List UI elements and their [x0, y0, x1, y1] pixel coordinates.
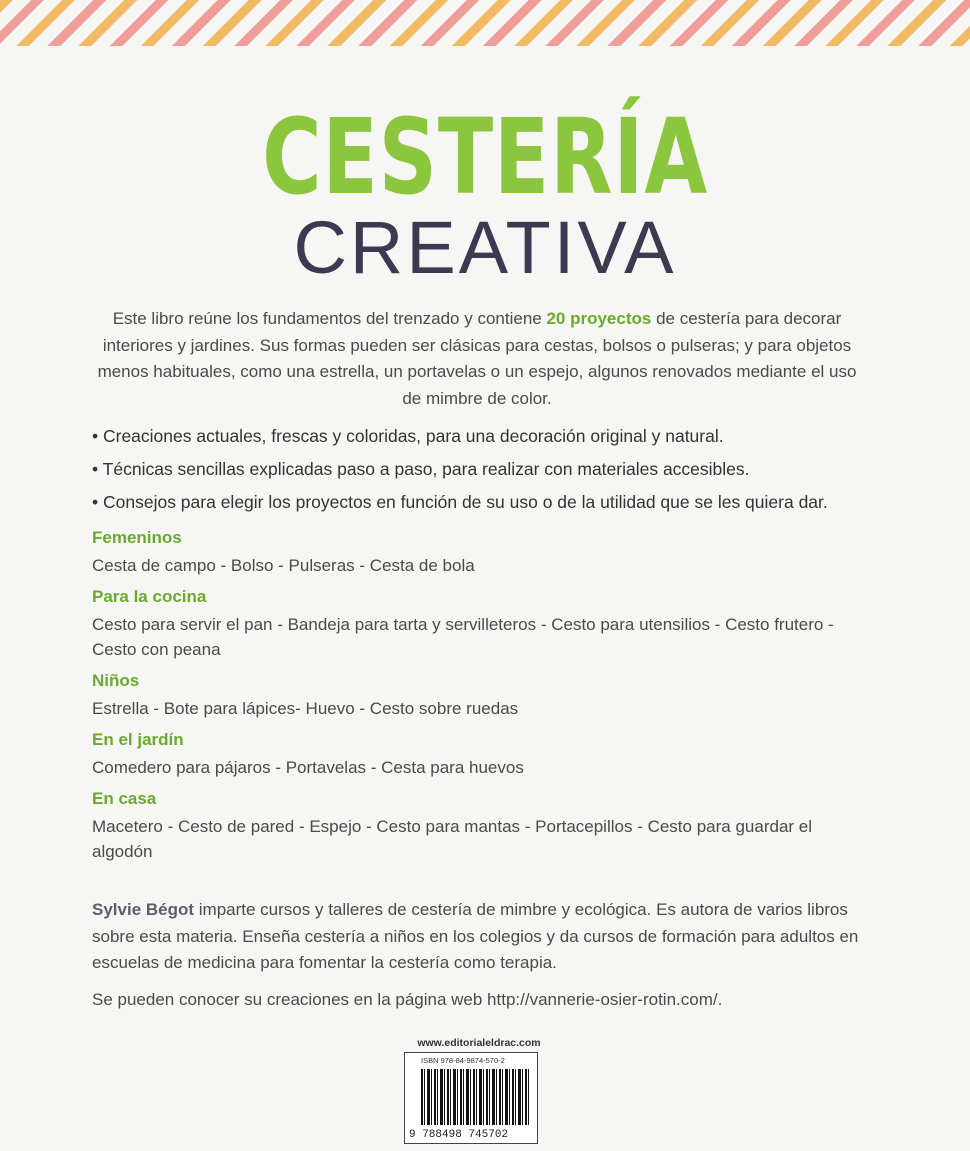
barcode: [404, 1052, 538, 1144]
feature-bullets: [92, 426, 892, 525]
bullet-item: • Consejos para elegir los proyectos en función de su uso o de la utilidad que se les quiera dar.: [92, 492, 828, 512]
book-subtitle: CREATIVA: [293, 206, 677, 289]
category-heading: Para la cocina: [92, 587, 207, 606]
publisher-website: www.editorialeldrac.com: [417, 1037, 541, 1049]
category-items: Comedero para pájaros - Portavelas - Cesta para huevos: [92, 758, 524, 777]
book-title: CESTERÍA: [262, 96, 708, 218]
author-web-line: Se pueden conocer su creaciones en la página web http://vannerie-osier-rotin.com/.: [92, 989, 723, 1009]
bullet-item: • Creaciones actuales, frescas y coloridas, para una decoración original y natural.: [92, 426, 724, 446]
category-heading: Femeninos: [92, 528, 182, 547]
author-paragraph: [92, 897, 882, 977]
category-heading: En casa: [92, 789, 157, 808]
category-jardin: [92, 729, 872, 780]
category-items: Cesta de campo - Bolso - Pulseras - Cesta de bola: [92, 556, 475, 575]
category-heading: Niños: [92, 671, 140, 690]
category-items: Estrella - Bote para lápices- Huevo - Cesto sobre ruedas: [92, 699, 519, 718]
decorative-stripe-band: [0, 0, 970, 46]
barcode-digits: 9 788498 745702: [409, 1129, 509, 1141]
intro-paragraph: [92, 306, 862, 412]
isbn-label: ISBN 978-84-9874-570-2: [421, 1056, 505, 1065]
category-femeninos: [92, 527, 872, 578]
author-name: Sylvie Bégot: [92, 900, 195, 919]
barcode-bars: [421, 1069, 531, 1125]
category-heading: En el jardín: [92, 730, 184, 749]
project-categories: [92, 527, 872, 864]
author-bio-text: imparte cursos y talleres de cestería de mimbre y ecológica. Es autora de varios libros sobre esta materia. Enseña cestería a niños en los colegios y da cursos de formación para adultos en escuelas de medicina para fomentar la cestería como terapia.: [92, 900, 859, 972]
intro-text-after: de cestería para decorar interiores y jardines. Sus formas pueden ser clásicas para cestas, bolsos o pulseras; y para objetos menos habituales, como una estrella, un portavelas o un espejo, algunos renovados mediante el uso de mimbre de color.: [97, 309, 857, 408]
category-items: Macetero - Cesto de pared - Espejo - Cesto para mantas - Portacepillos - Cesto para guardar el algodón: [92, 817, 813, 861]
category-casa: [92, 788, 872, 864]
category-cocina: [92, 586, 872, 662]
intro-highlight: 20 proyectos: [546, 309, 652, 328]
bullet-item: • Técnicas sencillas explicadas paso a paso, para realizar con materiales accesibles.: [92, 459, 750, 479]
author-bio: [92, 897, 882, 1013]
category-ninos: [92, 670, 872, 721]
category-items: Cesto para servir el pan - Bandeja para tarta y servilleteros - Cesto para utensilios - Cesto frutero - Cesto con peana: [92, 615, 834, 659]
intro-text-before: Este libro reúne los fundamentos del trenzado y contiene: [112, 309, 547, 328]
